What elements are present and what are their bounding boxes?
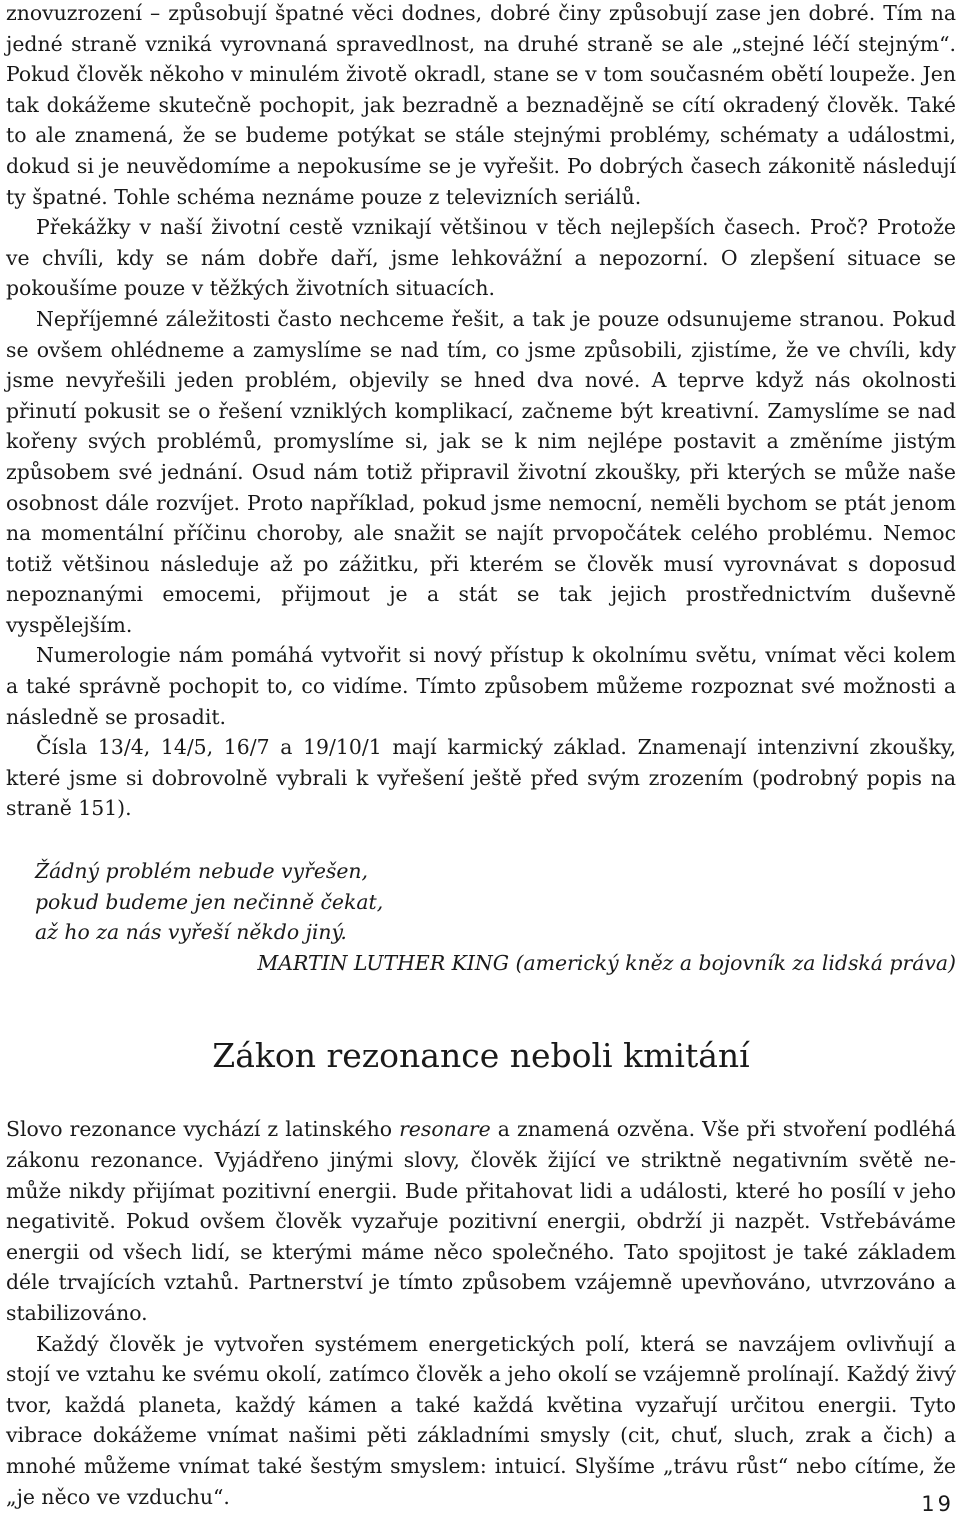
- body-paragraph: Numerologie nám pomáhá vytvořit si nový přístup k okolnímu světu, vnímat věci kolem a také správně pochopit to, co vidíme. Tímto způsobem můžeme rozpoznat své možnosti a následně se prosadit.: [6, 643, 956, 729]
- epigraph-quote: [35, 856, 956, 978]
- page-number: 19: [921, 1492, 954, 1516]
- body-paragraph: Každý člověk je vytvořen systémem energetických polí, která se navzájem ovlivňují a stojí ve vztahu ke svému okolí, zatímco člověk a jeho okolí se vzájemně prolínají. Každý živý tvor, každá planeta, každý kámen a také každá květina vyzařují určitou energii. Tyto vibrace dokážeme vnímat našimi pěti základními smysly (cit, chuť, sluch, zrak a čich) a mnohé můžeme vnímat také šestým smyslem: intuicí. Slyšíme „trávu růst“ nebo cítíme, že „je něco ve vzduchu“.: [6, 1331, 956, 1509]
- body-paragraph: Nepříjemné záležitosti často nechceme řešit, a tak je pouze odsunujeme stranou. Pokud se ovšem ohlédneme a zamyslíme se nad tím, co jsme způsobili, zjistíme, že ve chvíli, kdy jsme nevyřešili jeden problém, objevily se hned dva nové. A teprve když nás okolnosti přinutí pokusit se o řešení vzniklých komplikací, začneme být kreativní. Zamyslíme se nad kořeny svých problémů, promyslíme si, jak se k nim nejlépe postavit a změníme jistým způsobem své jednání. Osud nám totiž připravil životní zkoušky, při kterých se může naše osobnost dále rozvíjet. Proto například, pokud jsme nemocní, neměli bychom se ptát jenom na momentální příčinu choroby, ale snažit se najít prvopočátek celého problému. Nemoc totiž většinou následuje až po zážitku, při kterém se člověk musí vyrovnávat s doposud nepoznanými emocemi, přijmout je a stát se tak jejich prostřednictvím duševně vyspělejším.: [6, 306, 956, 637]
- body-paragraph: Překážky v naší životní cestě vznikají většinou v těch nejlepších časech. Proč? Protože ve chvíli, kdy se nám dobře daří, jsme lehkovážní a nepozorní. O zlepšení situace se pokoušíme pouze v těžkých životních situacích.: [6, 215, 956, 301]
- paragraph-text: Slovo rezonance vychází z latinského: [6, 1117, 400, 1142]
- body-paragraph: Čísla 13/4, 14/5, 16/7 a 19/10/1 mají karmický základ. Znamenají intenzivní zkoušky, které jsme si dobrovolně vybrali k vyřešení ještě před svým zrozením (podrobný popis na straně 151).: [6, 735, 956, 821]
- quote-line: pokud budeme jen nečinně čekat,: [35, 889, 384, 914]
- paragraph-text: a znamená ozvěna. Vše při stvoření podléhá zákonu rezonance. Vyjádřeno jinými slovy, člověk žijící ve striktně negativním světě nemůže nikdy přijímat pozitivní energii. Bude přitahovat lidi a události, které ho posílí v jeho negativitě. Pokud ovšem člověk vyzařuje pozitivní energii, obdrží ji nazpět. Vstřebáváme energii od všech lidí, se kterými máme něco společného. Tato spojitost je také základem déle trvajících vztahů. Partnerství je tímto způsobem vzájemně upevňováno, utvrzováno a stabilizováno.: [6, 1117, 956, 1325]
- quote-line: Žádný problém nebude vyřešen,: [35, 859, 369, 884]
- body-paragraph: [6, 1114, 956, 1328]
- latin-term: resonare: [399, 1117, 491, 1142]
- body-paragraph: znovuzrození – způsobují špatné věci dodnes, dobré činy způsobují zase jen dobré. Tím na jedné straně vzniká vyrovnaná spravedlnost, na druhé straně se ale „stejné léčí stejným“. Pokud člověk někoho v minulém životě okradl, stane se v tom současném obětí loupeže. Jen tak dokážeme skutečně pochopit, jak bezradně a beznadějně se cítí okradený člověk. Také to ale znamená, že se budeme potýkat se stále stejnými problémy, schématy a událostmi, dokud si je neuvědomíme a nepokusíme se je vyřešit. Po dobrých časech zákonitě následují ty špatné. Tohle schéma neznáme pouze z televizních seriálů.: [6, 1, 956, 209]
- section-heading: Zákon rezonance neboli kmitání: [212, 1036, 750, 1076]
- quote-line: až ho za nás vyřeší někdo jiný.: [35, 920, 347, 945]
- quote-author: MARTIN LUTHER KING (americký kněz a bojovník za lidská práva): [257, 950, 956, 975]
- book-page: [6, 0, 956, 1512]
